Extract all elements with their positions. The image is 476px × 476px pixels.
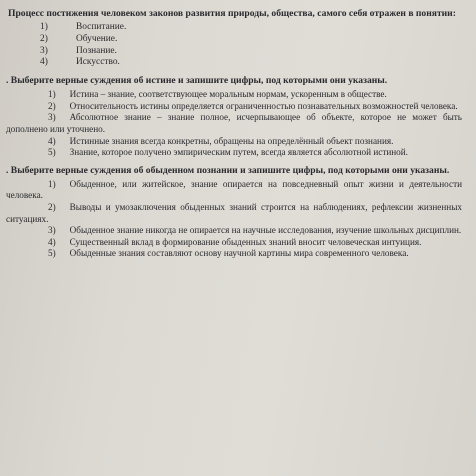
option-text: Обучение. — [76, 33, 118, 44]
option-text: Искусство. — [76, 57, 120, 68]
list-item — [40, 57, 466, 69]
question-1-title: Процесс постижения человеком законов развития природы, общества, самого себя отражен в понятии: — [8, 8, 456, 19]
option-number: 3) — [40, 45, 48, 56]
option-text: Обыденное, или житейское, знание опирается на повседневный опыт жизни и деятельности человека. — [6, 178, 462, 201]
option-text: Существенный вклад в формирование обыденных знаний вносит человеческая интуиция. — [69, 236, 422, 247]
list-item — [0, 237, 466, 249]
option-text: Познание. — [76, 45, 117, 56]
option-text: Знание, которое получено эмпирическим путем, всегда является абсолютной истиной. — [69, 147, 408, 158]
list-item — [0, 248, 466, 260]
question-2-title: . Выберите верные суждения об истине и запишите цифры, под которыми они указаны. — [6, 75, 388, 87]
option-text: Истина – знание, соответствующее моральным нормам, ускоренным в обществе. — [69, 89, 387, 100]
list-item — [0, 101, 466, 113]
option-number: 2) — [40, 33, 48, 44]
question-1-options — [0, 22, 466, 69]
option-text: Истинные знания всегда конкретны, обращены на определённый объект познания. — [69, 135, 394, 146]
option-number: 5) — [48, 248, 56, 259]
option-text: Абсолютное знание – знание полное, исчерпывающее об объекте, которое не может быть дополнено или уточнено. — [6, 112, 462, 134]
option-number: 2) — [48, 100, 56, 111]
question-3 — [0, 165, 466, 260]
option-number: 2) — [48, 201, 56, 212]
question-3-options — [0, 179, 466, 260]
list-item — [0, 89, 466, 101]
question-1 — [0, 8, 466, 69]
list-item — [40, 34, 466, 46]
list-item — [40, 46, 466, 58]
option-text: Обыденное знание никогда не опирается на научные исследования, изучение школьных дисциплин. — [69, 225, 462, 236]
option-number: 3) — [48, 225, 56, 236]
list-item — [0, 179, 466, 202]
option-number: 4) — [40, 57, 48, 68]
option-number: 4) — [48, 135, 56, 146]
option-text: Обыденные знания составляют основу научной картины мира современного человека. — [69, 248, 409, 259]
option-number: 1) — [48, 178, 56, 189]
option-text: Выводы и умозаключения обыденных знаний строится на наблюдениях, рефлексии жизненных ситуациях. — [6, 201, 462, 224]
question-3-title: . Выберите верные суждения об обыденном познании и запишите цифры, под которыми они указаны. — [6, 164, 450, 176]
option-number: 5) — [48, 147, 56, 158]
question-2 — [0, 75, 466, 159]
option-number: 4) — [48, 236, 56, 247]
list-item — [40, 22, 466, 34]
option-number: 3) — [48, 112, 56, 123]
list-item — [0, 136, 466, 148]
option-text: Воспитание. — [76, 22, 127, 32]
option-number: 1) — [48, 89, 56, 100]
list-item — [0, 112, 466, 135]
list-item — [0, 225, 466, 237]
option-text: Относительность истины определяется ограниченностью познавательных возможностей человека. — [69, 100, 458, 111]
question-2-options — [0, 89, 466, 159]
list-item — [0, 147, 466, 159]
option-number: 1) — [40, 22, 48, 32]
list-item — [0, 202, 466, 225]
